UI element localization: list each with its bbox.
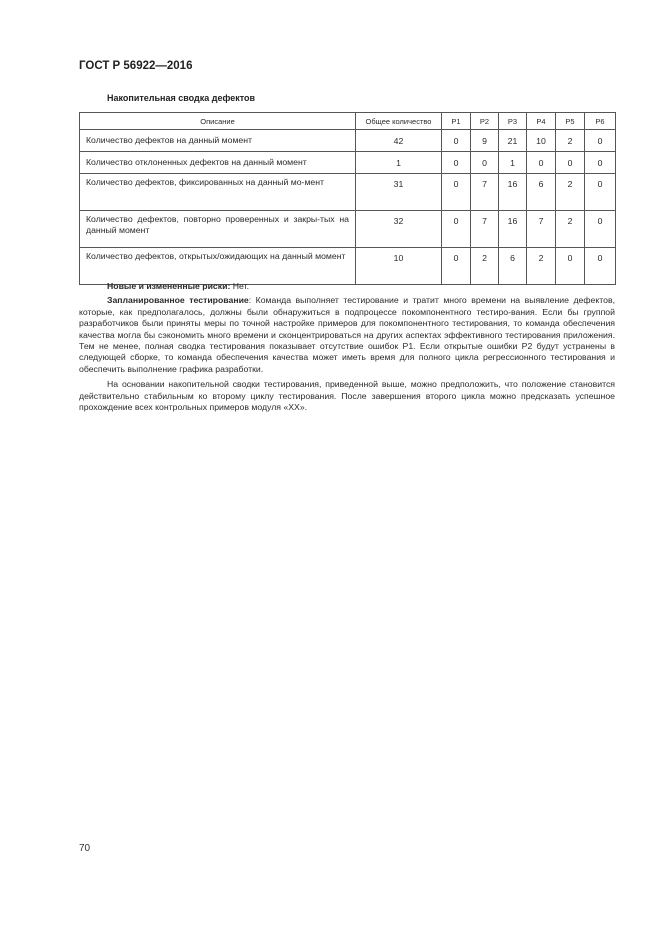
table-title: Накопительная сводка дефектов [107,93,256,103]
table-row [80,152,616,174]
table-row [80,130,616,152]
testing-label: Запланированное тестирование [107,295,249,306]
table-row [80,174,616,211]
cell-p5: 2 [556,130,585,152]
row-description: Количество дефектов, открытых/ожидающих на данный момент [80,248,356,285]
body-text [79,281,615,417]
testing-paragraph [79,295,615,375]
document-header: ГОСТ Р 56922—2016 [79,60,193,72]
cell-total: 31 [356,174,442,211]
cell-total: 32 [356,211,442,248]
row-description: Количество дефектов, фиксированных на данный мо-мент [80,174,356,211]
column-header-p5: P5 [556,113,585,130]
cell-p2: 7 [471,174,499,211]
cell-p2: 2 [471,248,499,285]
row-description: Количество дефектов на данный момент [80,130,356,152]
cell-p4: 0 [527,152,556,174]
cell-p5: 2 [556,174,585,211]
cell-p5: 2 [556,211,585,248]
cell-p4: 7 [527,211,556,248]
row-description: Количество дефектов, повторно проверенных и закры-тых на данный момент [80,211,356,248]
risks-paragraph [79,281,615,292]
column-header-p3: P3 [499,113,527,130]
row-description: Количество отклоненных дефектов на данный момент [80,152,356,174]
risks-text: Нет. [230,281,250,291]
cell-p1: 0 [442,152,471,174]
cell-p3: 16 [499,211,527,248]
cell-total: 42 [356,130,442,152]
cell-p6: 0 [585,174,616,211]
cell-p1: 0 [442,211,471,248]
cell-p5: 0 [556,152,585,174]
testing-text: : Команда выполняет тестирование и тратит много времени на выявление дефектов, которые, как предполагалось, должны были обнаружиться в подпроцессе покомпонентного тестиро-вания. Если бы группой разработчиков были приняты меры по точной настройке примеров для покомпонентного тестирования, то команда обеспечения качества могла бы сэкономить много времени и сконцентрироваться на других аспектах эффективного тестирования приложения. Тем не менее, полная сводка тестирования показывает отсутствие ошибок Р1. Если открытые ошибки Р2 будут устранены в следующей сборке, то команда обеспечения качества может иметь время для полного цикла регрессионного тестирования и обеспечить выполнение графика разработки. [79,295,615,374]
cell-p3: 6 [499,248,527,285]
conclusion-paragraph: На основании накопительной сводки тестирования, приведенной выше, можно предположить, что положение становится действительно стабильным ко второму циклу тестирования. После завершения второго цикла можно предсказать успешное прохождение всех контрольных примеров модуля «XX». [79,379,615,413]
cell-p6: 0 [585,211,616,248]
cell-p3: 1 [499,152,527,174]
cell-p3: 16 [499,174,527,211]
cell-p2: 0 [471,152,499,174]
cell-p1: 0 [442,248,471,285]
risks-label: Новые и измененные риски: [107,281,231,291]
cell-p4: 6 [527,174,556,211]
cell-p1: 0 [442,174,471,211]
defect-summary-table [79,112,616,285]
cell-p6: 0 [585,130,616,152]
cell-p6: 0 [585,248,616,285]
cell-p4: 2 [527,248,556,285]
cell-p4: 10 [527,130,556,152]
column-header-p2: P2 [471,113,499,130]
cell-p6: 0 [585,152,616,174]
column-header-total: Общее количество [356,113,442,130]
column-header-p6: P6 [585,113,616,130]
cell-total: 10 [356,248,442,285]
cell-p2: 9 [471,130,499,152]
cell-p2: 7 [471,211,499,248]
cell-p3: 21 [499,130,527,152]
column-header-p4: P4 [527,113,556,130]
page-number: 70 [79,843,91,854]
table-header-row [80,113,616,130]
table-row [80,248,616,285]
column-header-p1: P1 [442,113,471,130]
table-row [80,211,616,248]
cell-total: 1 [356,152,442,174]
cell-p1: 0 [442,130,471,152]
cell-p5: 0 [556,248,585,285]
column-header-description: Описание [80,113,356,130]
